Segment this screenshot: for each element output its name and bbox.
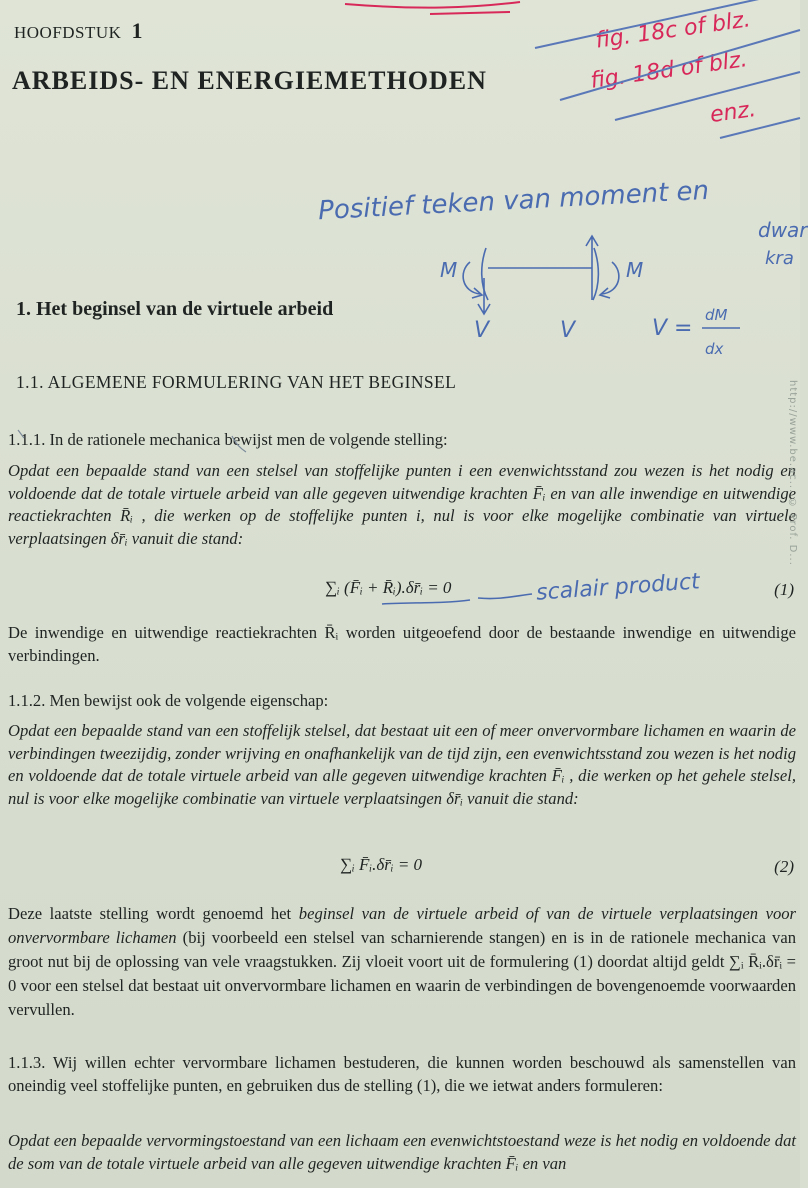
p112-intro: 1.1.2. Men bewijst ook de volgende eigenschap: [8,691,329,710]
moment-left-arc [463,262,480,294]
chapter-label: HOOFDSTUK [14,23,122,42]
blue-sign-note: Positief teken van moment en [317,175,710,227]
blue-V-left: V [474,318,490,343]
beam-left-end [482,248,488,300]
p111-statement: Opdat een bepaalde stand van een stelsel van stoffelijke punten i een evenwichtsstand zou wezen is het nodig en voldoende dat de totale virtuele arbeid van alle gegeven uitwendige krachten F̄ᵢ en van alle inwendige en uitwendige reactiekrachten R̄ᵢ , die werken op de stoffelijke punten i, nul is voor elke mogelijke combinatie van virtuele verplaatsingen δr̄ᵢ vanuit die stand: [8,461,796,548]
blue-M-left: M [440,258,458,282]
pink-stroke-top [345,2,520,8]
blue-cut-note-2: kra [765,248,794,269]
section-title: 1. Het beginsel van de virtuele arbeid [16,298,334,320]
blue-stroke-2 [560,30,800,100]
p113-intro: 1.1.3. Wij willen echter vervormbare lichamen bestuderen, die kunnen worden beschouwd als samenstellen van oneindig veel stoffelijke punten, en gebruiken dus de stelling (1), die we ietwat anders formuleren: [8,1053,796,1095]
pen-mark-2 [232,436,246,452]
p112-after-1: Deze laatste stelling wordt genoemd het [8,904,292,923]
blue-stroke-4 [720,118,800,138]
chapter-title: ARBEIDS- EN ENERGIEMETHODEN [12,66,487,95]
blue-M-right: M [626,258,644,282]
p111-intro: 1.1.1. In de rationele mechanica bewijst men de volgende stelling: [8,430,448,449]
blue-dM: dM [705,306,728,324]
p112-statement: Opdat een bepaalde stand van een stoffelijk stelsel, dat bestaat uit een of meer onvervormbare lichamen en waarin de verbindingen tweezijdig, zonder wrijving en onafhankelijk van de tijd zijn, een evenwichtsstand zou wezen is het nodig en voldoende dat de totale virtuele arbeid van alle gegeven uitwendige krachten F̄ᵢ , die werken op het gehele stelsel, nul is voor elke mogelijke combinatie van virtuele verplaatsingen δr̄ᵢ vanuit die stand: [8,721,796,808]
pen-mark-1 [18,430,24,438]
chapter-number: 1 [131,18,143,43]
blue-dx: dx [705,340,724,358]
equation-underline [382,600,470,604]
p111-after: De inwendige en uitwendige reactiekrachten R̄ᵢ worden uitgeoefend door de bestaande inwendige en uitwendige verbindingen. [8,623,796,665]
equation-1-number: (1) [774,580,794,599]
blue-stroke-3 [615,72,800,120]
p113-statement: Opdat een bepaalde vervormingstoestand van een lichaam een evenwichtstoestand weze is het nodig en voldoende dat de som van de totale virtuele arbeid van alle gegeven uitwendige krachten F̄ᵢ en van [8,1131,796,1173]
equation-2-number: (2) [774,857,794,876]
pink-stroke-top-2 [430,12,510,14]
p112-after-2: (bij voorbeeld een stelsel van scharnierende stangen) en is in de rationele mechanica van groot nut bij de oplossing van vele vraagstukken. Zij vloeit voort uit de formulering (1) doordat altijd geldt ∑ᵢ R̄ᵢ.δr̄ᵢ = 0 voor een stelsel dat bestaat uit onvervormbare lichamen en waarin de verbindingen de bovengenoemde voorwaarden vervullen. [8,928,797,1019]
watermark: http://www.be.ac... © Prof. D... [787,380,798,566]
equation-1: ∑ᵢ (F̄ᵢ + R̄ᵢ).δr̄ᵢ = 0 [325,578,452,597]
moment-right-arc [602,262,619,294]
beam-right-end [593,248,598,300]
pink-note-3: enz. [708,96,758,129]
blue-scalar-note: scalair product [535,569,701,606]
blue-cut-note-1: dwar [758,218,808,242]
blue-V-formula: V = [652,316,693,341]
equation-connector [478,594,532,599]
pink-note-1: fig. 18c of blz. [594,7,753,54]
p112-after-italic: beginsel van de virtuele arbeid of van de virtuele verplaatsingen voor onvervormbare lichamen [8,904,797,947]
subsection-title: 1.1. ALGEMENE FORMULERING VAN HET BEGINSEL [16,372,457,392]
equation-2: ∑ᵢ F̄ᵢ.δr̄ᵢ = 0 [340,855,423,874]
blue-V-right: V [560,318,576,343]
pink-note-2: fig. 18d of blz. [589,47,749,94]
